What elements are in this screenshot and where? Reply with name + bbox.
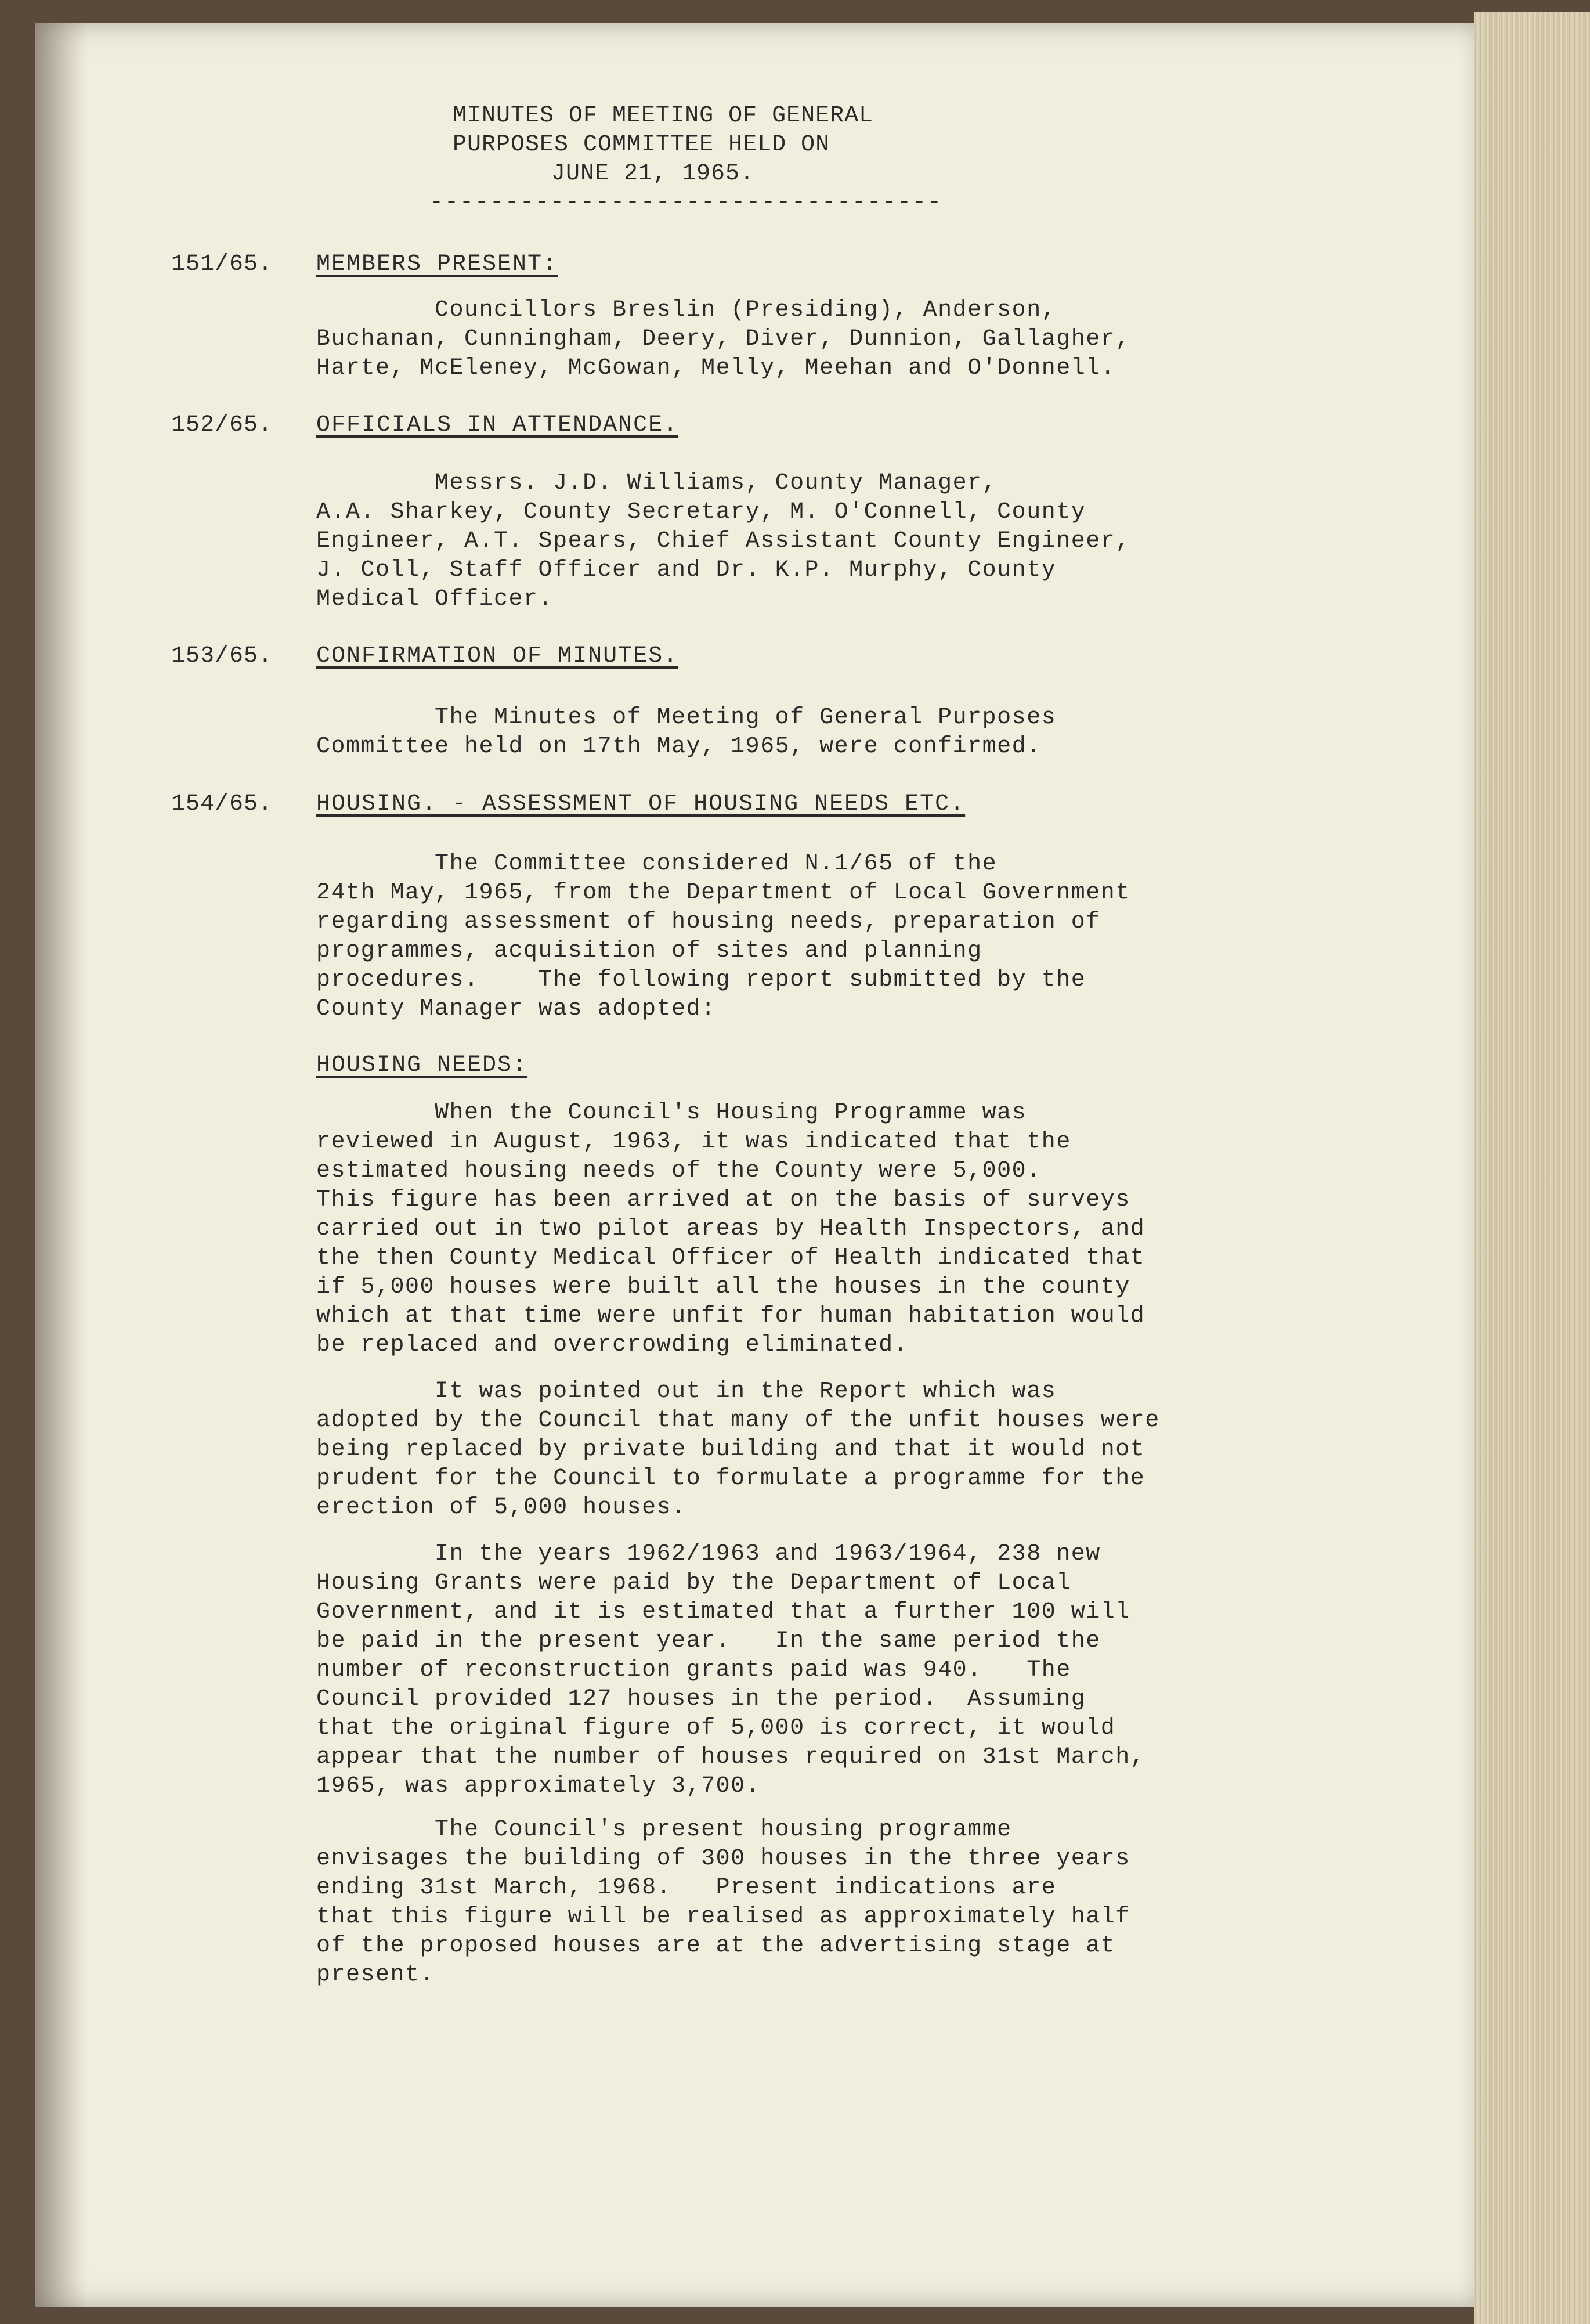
text-line: prudent for the Council to formulate a programme for the (316, 1466, 1145, 1492)
text-line: envisages the building of 300 houses in the three years (316, 1846, 1130, 1872)
text-line: estimated housing needs of the County were 5,000. (316, 1158, 1042, 1184)
housing-paragraph-1 (316, 1099, 1210, 1360)
text-line: present. (316, 1962, 435, 1988)
subheading-housing-needs: HOUSING NEEDS: (316, 1052, 528, 1078)
text-line: programmes, acquisition of sites and planning (316, 938, 982, 964)
text-line: Committee held on 17th May, 1965, were confirmed. (316, 734, 1042, 760)
item-heading-housing: HOUSING. - ASSESSMENT OF HOUSING NEEDS ETC. (316, 791, 966, 817)
page-edge (1474, 12, 1590, 2324)
text-line: Harte, McEleney, McGowan, Melly, Meehan and O'Donnell. (316, 355, 1116, 381)
text-line: 1965, was approximately 3,700. (316, 1773, 761, 1799)
text-line: J. Coll, Staff Officer and Dr. K.P. Murphy, County (316, 557, 1057, 583)
text-line: This figure has been arrived at on the basis of surveys (316, 1187, 1130, 1213)
text-line: number of reconstruction grants paid was 940. The (316, 1657, 1071, 1683)
item-heading-officials: OFFICIALS IN ATTENDANCE. (316, 412, 679, 438)
text-line: that this figure will be realised as approximately half (316, 1904, 1130, 1930)
text-line: of the proposed houses are at the advertising stage at (316, 1933, 1116, 1959)
binding-shadow (35, 23, 87, 2307)
item-number-152: 152/65. (171, 412, 273, 438)
item-number-154: 154/65. (171, 791, 273, 817)
title-line-1: MINUTES OF MEETING OF GENERAL (453, 103, 874, 129)
text-line: Council provided 127 houses in the period. Assuming (316, 1686, 1086, 1712)
housing-paragraph-2 (316, 1377, 1210, 1522)
document-title (429, 102, 975, 218)
text-line: which at that time were unfit for human habitation would (316, 1303, 1145, 1329)
text-line: 24th May, 1965, from the Department of Local Government (316, 880, 1130, 906)
housing-intro-text (316, 850, 1210, 1024)
text-line: be replaced and overcrowding eliminated. (316, 1332, 909, 1358)
item-heading-members-present: MEMBERS PRESENT: (316, 251, 558, 277)
text-line: The Minutes of Meeting of General Purposes (316, 705, 1057, 731)
members-present-text (316, 296, 1210, 383)
text-line: carried out in two pilot areas by Health Inspectors, and (316, 1216, 1145, 1242)
text-line: erection of 5,000 houses. (316, 1495, 686, 1521)
text-line: When the Council's Housing Programme was (316, 1100, 1027, 1126)
text-line: A.A. Sharkey, County Secretary, M. O'Connell, County (316, 499, 1086, 525)
title-rule: ---------------------------------- (429, 190, 943, 216)
text-line: be paid in the present year. In the same period the (316, 1628, 1101, 1654)
text-line: Messrs. J.D. Williams, County Manager, (316, 470, 998, 496)
text-line: Buchanan, Cunningham, Deery, Diver, Dunnion, Gallagher, (316, 326, 1130, 352)
text-line: Medical Officer. (316, 586, 554, 612)
text-line: In the years 1962/1963 and 1963/1964, 238 new (316, 1541, 1101, 1567)
text-line: The Council's present housing programme (316, 1817, 1012, 1843)
officials-text (316, 469, 1210, 614)
text-line: It was pointed out in the Report which was (316, 1378, 1057, 1405)
text-line: Councillors Breslin (Presiding), Anderson, (316, 297, 1057, 323)
text-line: that the original figure of 5,000 is correct, it would (316, 1715, 1116, 1741)
text-line: Engineer, A.T. Spears, Chief Assistant County Engineer, (316, 528, 1130, 554)
text-line: Housing Grants were paid by the Department of Local (316, 1570, 1071, 1596)
text-line: The Committee considered N.1/65 of the (316, 851, 998, 877)
text-line: appear that the number of houses required on 31st March, (316, 1744, 1145, 1770)
title-line-3: JUNE 21, 1965. (551, 161, 755, 187)
text-line: if 5,000 houses were built all the houses in the county (316, 1274, 1130, 1300)
title-line-2: PURPOSES COMMITTEE HELD ON (453, 132, 830, 158)
text-line: being replaced by private building and that it would not (316, 1437, 1145, 1463)
text-line: the then County Medical Officer of Health indicated that (316, 1245, 1145, 1271)
text-line: ending 31st March, 1968. Present indications are (316, 1875, 1057, 1901)
housing-paragraph-3 (316, 1540, 1210, 1801)
text-line: procedures. The following report submitted by the (316, 967, 1086, 993)
text-line: County Manager was adopted: (316, 996, 716, 1022)
item-number-151: 151/65. (171, 251, 273, 277)
text-line: adopted by the Council that many of the unfit houses were (316, 1408, 1160, 1434)
text-line: reviewed in August, 1963, it was indicated that the (316, 1129, 1071, 1155)
confirmation-text (316, 703, 1210, 762)
text-line: Government, and it is estimated that a further 100 will (316, 1599, 1130, 1625)
text-line: regarding assessment of housing needs, preparation of (316, 909, 1101, 935)
item-heading-confirmation: CONFIRMATION OF MINUTES. (316, 643, 679, 669)
housing-paragraph-4 (316, 1816, 1210, 1990)
item-number-153: 153/65. (171, 643, 273, 669)
